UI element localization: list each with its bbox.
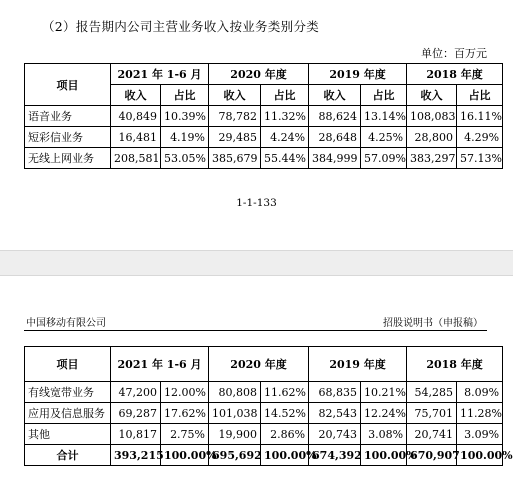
table-header-row (25, 347, 503, 382)
share-subheader: 占比 (457, 85, 503, 106)
table-row (25, 127, 503, 148)
table-cell: 2.75% (161, 424, 209, 445)
period-header: 2019 年度 (309, 64, 407, 85)
period-header: 2021 年 1-6 月 (111, 347, 209, 382)
table-cell: 13.14% (361, 106, 407, 127)
table-cell: 28,800 (407, 127, 457, 148)
table-cell: 208,581 (111, 148, 161, 169)
table-cell: 57.13% (457, 148, 503, 169)
table-cell: 11.32% (261, 106, 309, 127)
table-cell: 68,835 (309, 382, 361, 403)
table-cell: 57.09% (361, 148, 407, 169)
revenue-subheader: 收入 (309, 85, 361, 106)
table-cell: 20,741 (407, 424, 457, 445)
document-page-2 (0, 276, 513, 490)
share-subheader: 占比 (361, 85, 407, 106)
table-cell: 101,038 (209, 403, 261, 424)
table-cell: 88,624 (309, 106, 361, 127)
table-cell: 4.29% (457, 127, 503, 148)
table-cell: 11.62% (261, 382, 309, 403)
total-cell: 100.00% (457, 445, 503, 466)
table-cell: 54,285 (407, 382, 457, 403)
table-row (25, 403, 503, 424)
table-cell: 47,200 (111, 382, 161, 403)
table-cell: 10.39% (161, 106, 209, 127)
table-cell: 3.08% (361, 424, 407, 445)
row-label: 语音业务 (25, 106, 111, 127)
table-cell: 4.25% (361, 127, 407, 148)
table-header-row (25, 64, 503, 85)
total-cell: 100.00% (361, 445, 407, 466)
table-cell: 2.86% (261, 424, 309, 445)
page-separator (0, 250, 513, 276)
row-label: 其他 (25, 424, 111, 445)
row-label: 短彩信业务 (25, 127, 111, 148)
table-cell: 384,999 (309, 148, 361, 169)
revenue-subheader: 收入 (407, 85, 457, 106)
table-cell: 12.00% (161, 382, 209, 403)
table-cell: 55.44% (261, 148, 309, 169)
table-cell: 17.62% (161, 403, 209, 424)
table-cell: 53.05% (161, 148, 209, 169)
table-cell: 16,481 (111, 127, 161, 148)
section-title: （2）报告期内公司主营业务收入按业务类别分类 (42, 19, 320, 34)
total-cell: 674,392 (309, 445, 361, 466)
row-label: 无线上网业务 (25, 148, 111, 169)
table-row (25, 106, 503, 127)
table-cell: 40,849 (111, 106, 161, 127)
table-cell: 29,485 (209, 127, 261, 148)
total-cell: 100.00% (161, 445, 209, 466)
table-cell: 4.19% (161, 127, 209, 148)
table-cell: 10,817 (111, 424, 161, 445)
total-cell: 393,215 (111, 445, 161, 466)
page-number: 1-1-133 (236, 197, 277, 209)
table-cell: 11.28% (457, 403, 503, 424)
table-total-row (25, 445, 503, 466)
table-cell: 383,297 (407, 148, 457, 169)
table-cell: 78,782 (209, 106, 261, 127)
share-subheader: 占比 (261, 85, 309, 106)
company-header: 中国移动有限公司 (26, 318, 106, 329)
table-cell: 3.09% (457, 424, 503, 445)
revenue-subheader: 收入 (209, 85, 261, 106)
table-cell: 75,701 (407, 403, 457, 424)
table-cell: 8.09% (457, 382, 503, 403)
period-header: 2019 年度 (309, 347, 407, 382)
header-rule (24, 330, 487, 331)
period-header: 2021 年 1-6 月 (111, 64, 209, 85)
total-cell: 695,692 (209, 445, 261, 466)
revenue-subheader: 收入 (111, 85, 161, 106)
total-label: 合计 (25, 445, 111, 466)
total-cell: 100.00% (261, 445, 309, 466)
table-cell: 69,287 (111, 403, 161, 424)
table-cell: 19,900 (209, 424, 261, 445)
table-cell: 82,543 (309, 403, 361, 424)
period-header: 2020 年度 (209, 64, 309, 85)
row-label: 应用及信息服务 (25, 403, 111, 424)
table-cell: 108,083 (407, 106, 457, 127)
document-header: 招股说明书（申报稿） (383, 318, 483, 329)
table-row (25, 148, 503, 169)
share-subheader: 占比 (161, 85, 209, 106)
unit-label: 单位：百万元 (421, 47, 487, 60)
total-cell: 670,907 (407, 445, 457, 466)
table-cell: 80,808 (209, 382, 261, 403)
period-header: 2018 年度 (407, 64, 503, 85)
item-header: 项目 (25, 347, 111, 382)
row-label: 有线宽带业务 (25, 382, 111, 403)
table-cell: 28,648 (309, 127, 361, 148)
item-header: 项目 (25, 64, 111, 106)
table-cell: 14.52% (261, 403, 309, 424)
period-header: 2018 年度 (407, 347, 503, 382)
table-row (25, 424, 503, 445)
table-cell: 10.21% (361, 382, 407, 403)
revenue-table-part-2 (24, 346, 513, 466)
table-cell: 16.11% (457, 106, 503, 127)
table-cell: 12.24% (361, 403, 407, 424)
table-cell: 20,743 (309, 424, 361, 445)
period-header: 2020 年度 (209, 347, 309, 382)
revenue-table-part-1 (24, 63, 503, 169)
table-cell: 385,679 (209, 148, 261, 169)
table-row (25, 382, 503, 403)
table-cell: 4.24% (261, 127, 309, 148)
